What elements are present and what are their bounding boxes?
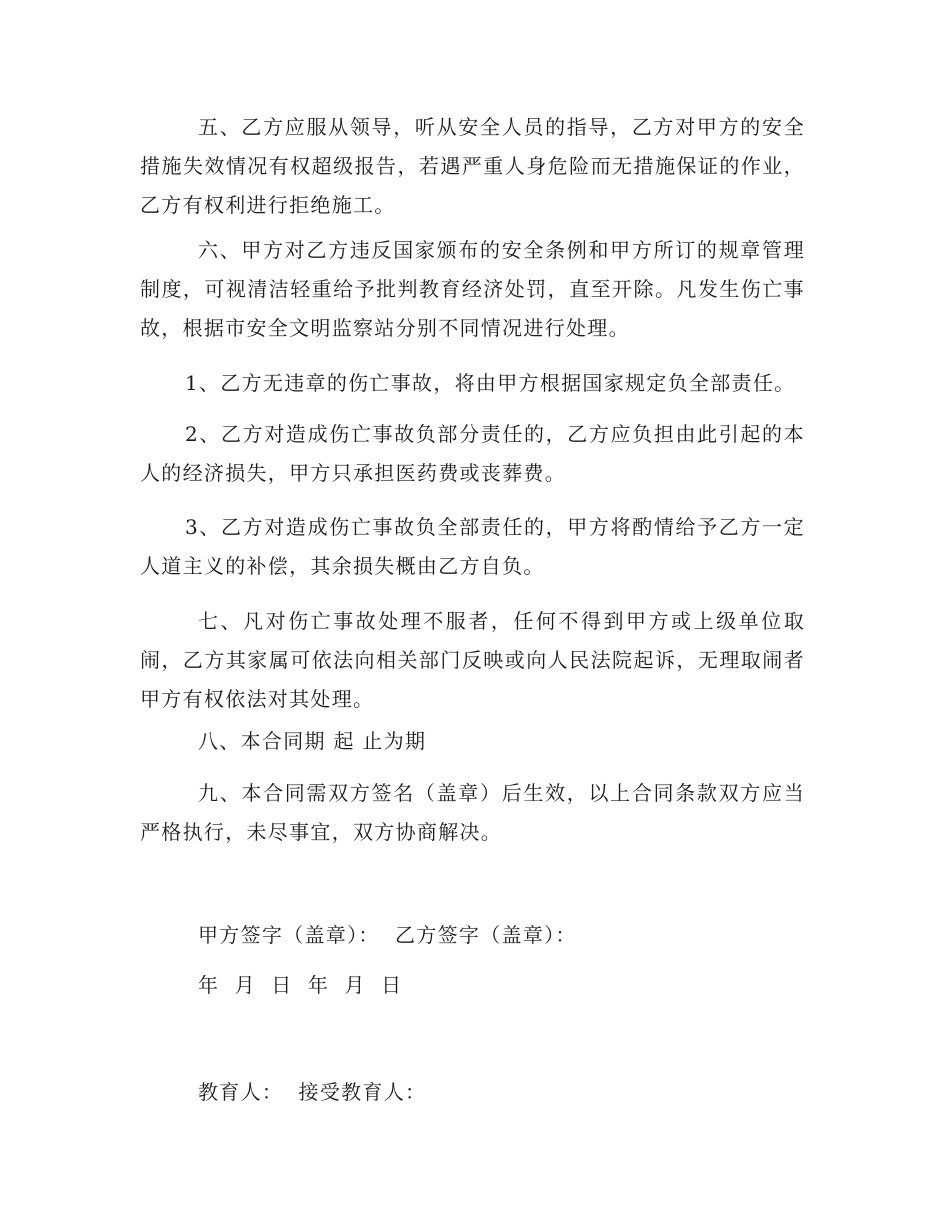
clause-6: 六、甲方对乙方违反国家颁布的安全条例和甲方所订的规章管理制度，可视清洁轻重给予批判教育经济处罚，直至开除。凡发生伤亡事故，根据市安全文明监察站分别不同情况进行处理。: [140, 238, 805, 340]
clause-8: 八、本合同期 起 止为期: [198, 729, 427, 753]
clause-6-item-1: 1、乙方无违章的伤亡事故，将由甲方根据国家规定负全部责任。: [185, 371, 796, 395]
signature-line-education: 教育人： 接受教育人：: [198, 1080, 427, 1104]
signature-line-parties: 甲方签字（盖章）： 乙方签字（盖章）：: [198, 923, 577, 947]
signature-date-line: 年 月 日 年 月 日: [198, 973, 403, 997]
clause-6-item-2: 2、乙方对造成伤亡事故负部分责任的，乙方应负担由此引起的本人的经济损失，甲方只承担医药费或丧葬费。: [140, 422, 805, 485]
clause-9: 九、本合同需双方签名（盖章）后生效，以上合同条款双方应当严格执行，未尽事宜，双方协商解决。: [140, 781, 805, 844]
clause-5: 五、乙方应服从领导，听从安全人员的指导，乙方对甲方的安全措施失效情况有权超级报告，若遇严重人身危险而无措施保证的作业，乙方有权利进行拒绝施工。: [140, 115, 805, 217]
clause-6-item-3: 3、乙方对造成伤亡事故负全部责任的，甲方将酌情给予乙方一定人道主义的补偿，其余损失概由乙方自负。: [140, 515, 805, 578]
clause-7: 七、凡对伤亡事故处理不服者，任何不得到甲方或上级单位取闹，乙方其家属可依法向相关部门反映或向人民法院起诉，无理取闹者甲方有权依法对其处理。: [140, 609, 805, 711]
